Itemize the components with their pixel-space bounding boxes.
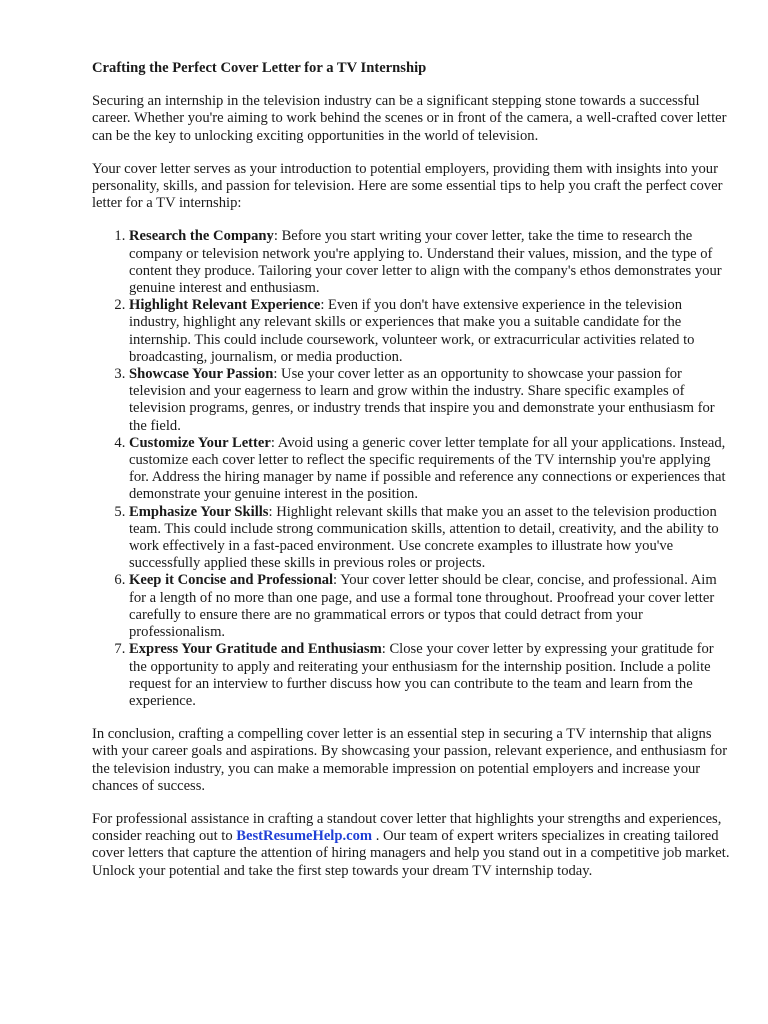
tip-text: Even if you don't have extensive experience in the television industry, highlight any relevant skills or experiences that make you a suitable candidate for the internship. This could include coursework, volunteer work, or extracurricular activities related to broadcasting, journalism, or media production. — [129, 297, 695, 365]
tip-item-experience — [129, 297, 732, 366]
bestresumehelp-link[interactable]: BestResumeHelp.com — [236, 828, 373, 845]
tip-heading: Keep it Concise and Professional — [129, 572, 334, 589]
tip-heading: Highlight Relevant Experience — [129, 297, 321, 314]
conclusion-paragraph: In conclusion, crafting a compelling cover letter is an essential step in securing a TV internship that aligns with your career goals and aspirations. By showcasing your passion, relevant experience, and enthusiasm for the television industry, you can make a memorable impression on potential employers and increase your chances of success. — [92, 726, 728, 794]
tip-separator: : — [268, 503, 277, 520]
tip-item-skills — [129, 504, 732, 573]
tips-list — [92, 228, 732, 710]
closing-text-after-link: . Our team of expert writers specializes in creating tailored cover letters that capture the attention of hiring managers and help you stand out in a competitive job market. Unlock your potential and take the first step towards your dream TV internship today. — [92, 828, 730, 879]
intro-paragraph-2: Your cover letter serves as your introduction to potential employers, providing them with insights into your personality, skills, and passion for television. Here are some essential tips to help you craft the perfect cover letter for a TV internship: — [92, 160, 723, 212]
tip-heading: Customize Your Letter — [129, 434, 271, 451]
tip-item-customize — [129, 435, 732, 504]
tip-separator: : — [320, 297, 329, 314]
document-title: Crafting the Perfect Cover Letter for a TV Internship — [92, 60, 427, 76]
tip-item-concise — [129, 572, 732, 641]
tip-separator: : — [333, 572, 341, 589]
tip-heading: Showcase Your Passion — [129, 366, 274, 383]
tip-text: Avoid using a generic cover letter template for all your applications. Instead, customize each cover letter to reflect the specific requirements of the TV internship you're applying for. Address the hiring manager by name if possible and reference any connections or experiences that demonstrate your genuine interest in the position. — [129, 434, 726, 503]
closing-text-before-link: For professional assistance in crafting a standout cover letter that highlights your strengths and experiences, consider reaching out to — [92, 810, 722, 845]
tip-separator: : — [381, 641, 390, 658]
closing-paragraph — [92, 811, 732, 880]
tip-text: Use your cover letter as an opportunity to showcase your passion for television and your eagerness to learn and grow within the industry. Share specific examples of television programs, genres, or industry trends that inspire you and demonstrate your enthusiasm for the field. — [129, 366, 715, 434]
tip-item-passion — [129, 366, 732, 435]
tip-item-research — [129, 228, 732, 297]
tip-separator: : — [273, 228, 282, 245]
tip-text: Your cover letter should be clear, concise, and professional. Aim for a length of no more than one page, and use a formal tone throughout. Proofread your cover letter carefully to ensure there are no grammatical errors or typos that could detract from your professionalism. — [129, 572, 717, 641]
tip-text: Before you start writing your cover letter, take the time to research the company or television network you're applying to. Understand their values, mission, and the type of content they produce. Tailoring your cover letter to align with the company's ethos demonstrates your genuine interest and enthusiasm. — [129, 228, 722, 297]
tip-separator: : — [273, 366, 282, 383]
tip-text: Highlight relevant skills that make you an asset to the television production team. This could include strong communication skills, attention to detail, creativity, and the ability to work effectively in a fast-paced environment. Use concrete examples to illustrate how you've successfully applied these skills in previous roles or projects. — [129, 503, 719, 572]
tip-item-gratitude — [129, 641, 732, 710]
tip-text: Close your cover letter by expressing your gratitude for the opportunity to apply and reiterating your enthusiasm for the internship position. Include a polite request for an interview to further discuss how you can contribute to the team and learn from the experience. — [129, 641, 714, 709]
intro-paragraph-1: Securing an internship in the television industry can be a significant stepping stone towards a successful career. Whether you're aiming to work behind the scenes or in front of the camera, a well-crafted cover letter can be the key to unlocking exciting opportunities in the world of television. — [92, 93, 727, 144]
tip-heading: Express Your Gratitude and Enthusiasm — [129, 641, 382, 658]
tip-separator: : — [270, 434, 278, 451]
document-page — [92, 60, 732, 896]
tip-heading: Emphasize Your Skills — [129, 503, 269, 520]
tip-heading: Research the Company — [129, 228, 274, 245]
